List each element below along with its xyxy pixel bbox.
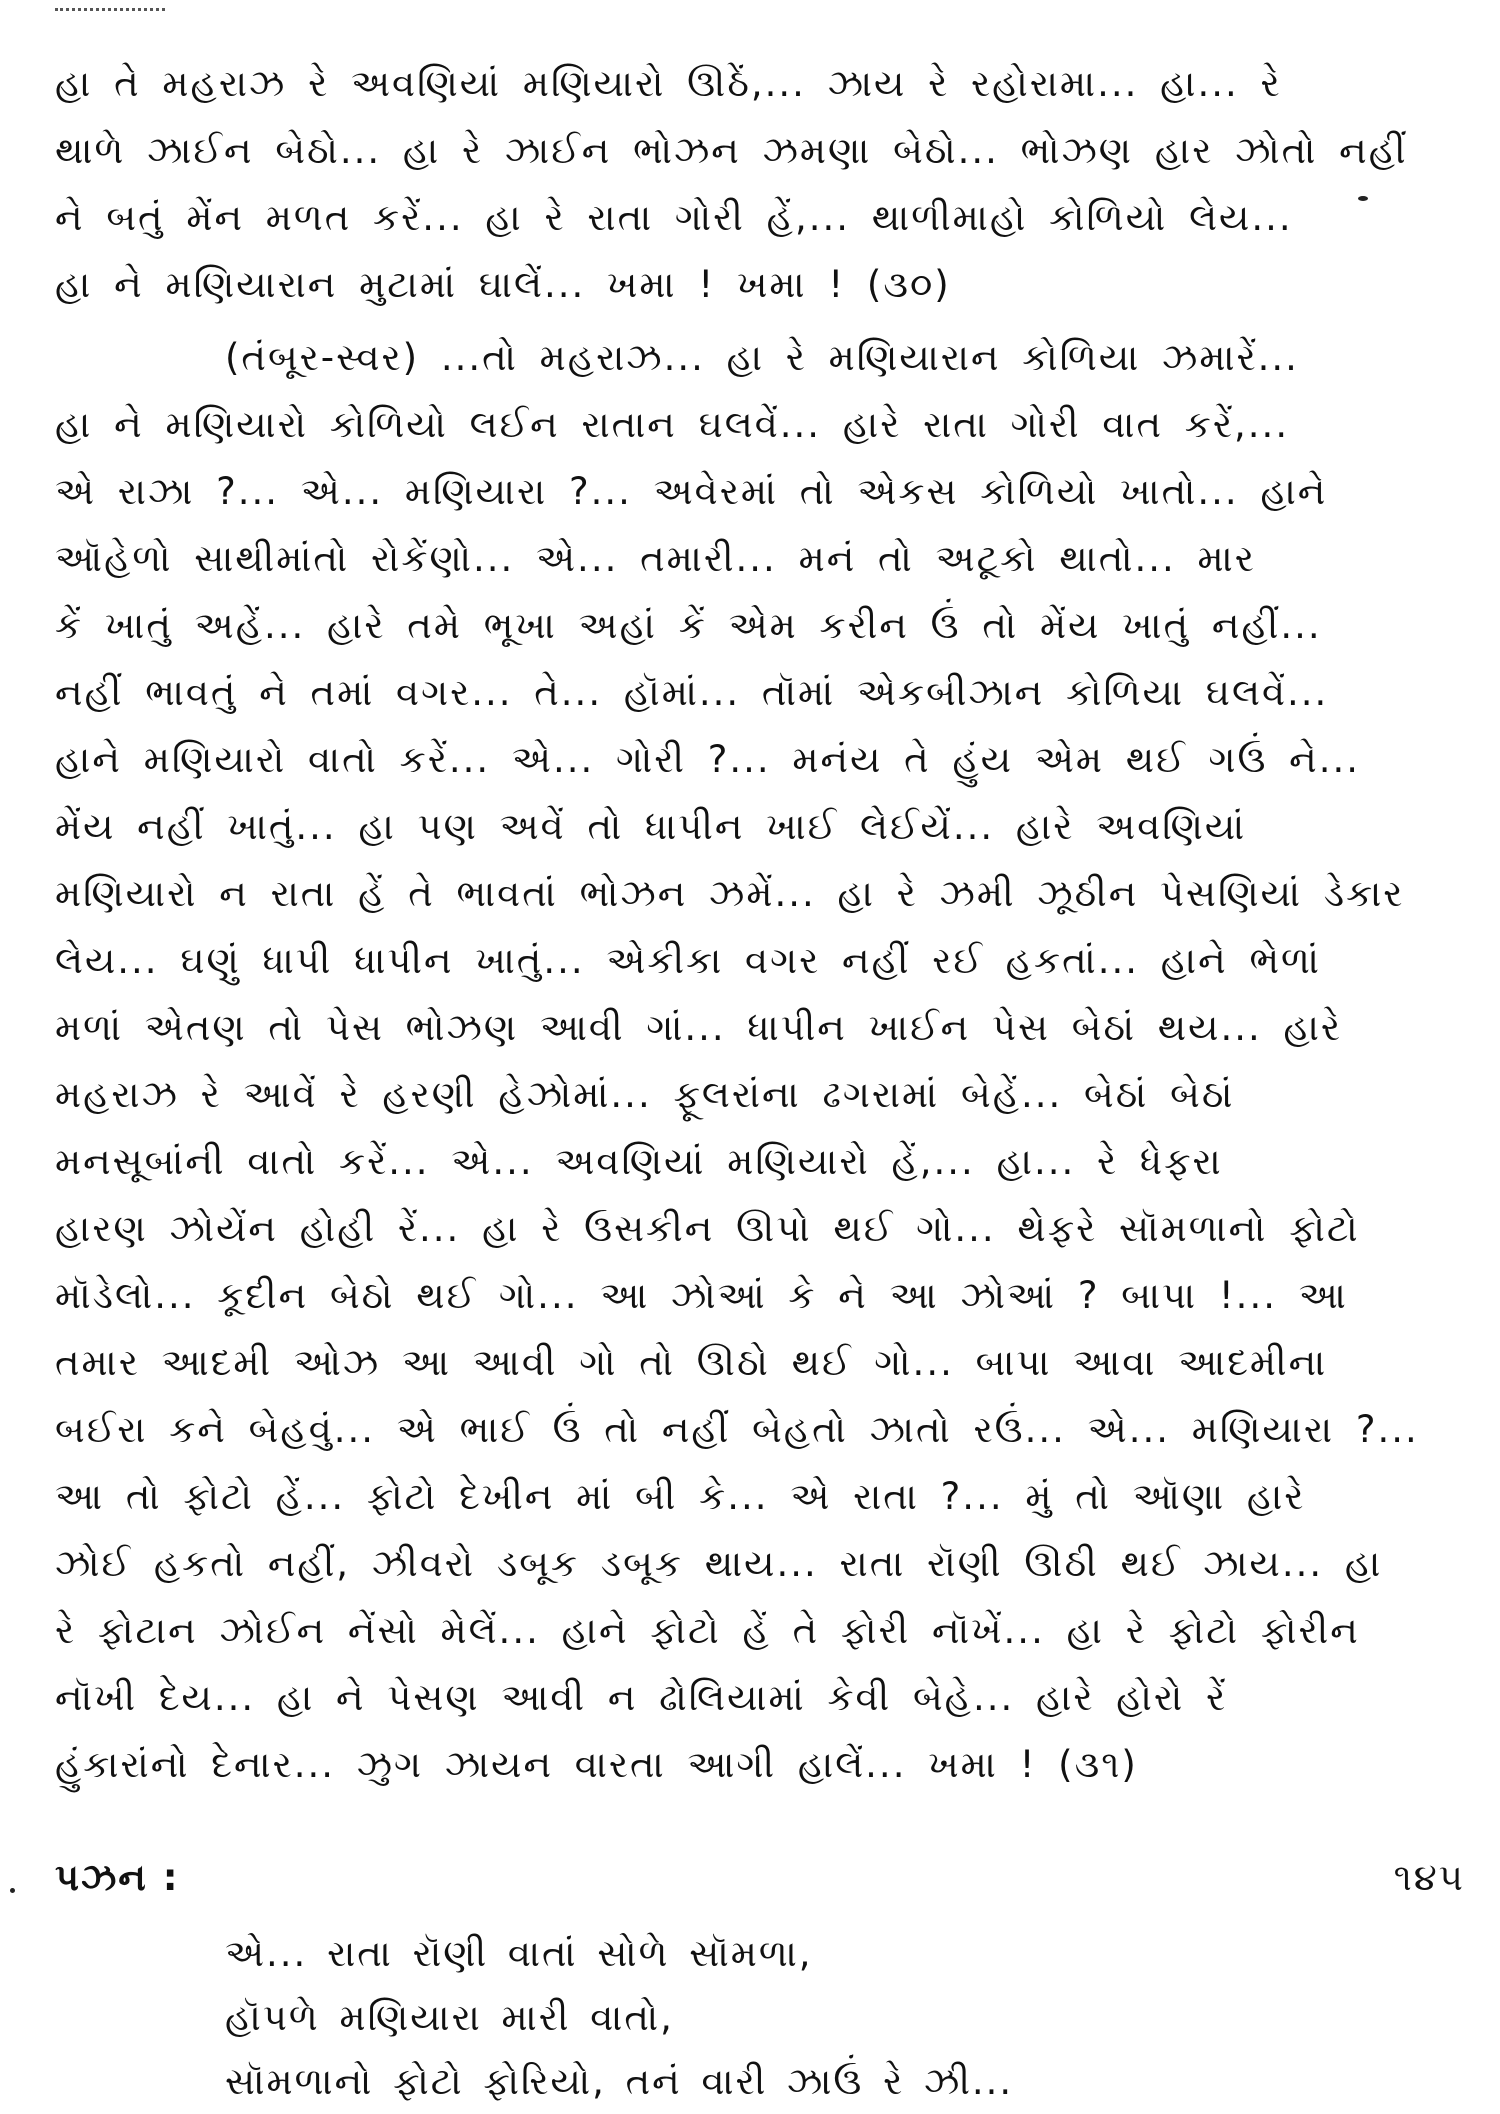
top-fragment-mark <box>55 0 165 11</box>
page-number: ૧૪૫ <box>1393 1856 1465 1899</box>
text-line: આ તો ફોટો હેં... ફોટો દેખીન માં બી કે... એ રાતા ?... મું તો ઑણા હારે <box>55 1475 1306 1518</box>
text-line: ઑહેળો સાથીમાંતો રોકેંણો... એ... તમારી... મનં તો અટૂકો થાતો... માર <box>55 537 1256 580</box>
text-line: નૉખી દેય... હા ને પેસણ આવી ન ઢોલિયામાં કેવી બેહે... હારે હોરો રેં <box>55 1676 1228 1719</box>
text-line: થાળે ઝાઈન બેઠો... હા રે ઝાઈન ભોઝન ઝમણા બેઠો... ભોઝણ હાર ઝોતો નહીં <box>55 129 1408 172</box>
text-line: ઝોઈ હકતો નહીં, ઝીવરો ડબૂક ડબૂક થાય... રાતા રૉણી ઊઠી થઈ ઝાય... હા <box>55 1542 1383 1585</box>
text-line: તમાર આદમી ઓઝ આ આવી ગો તો ઊઠો થઈ ગો... બાપા આવા આદમીના <box>55 1341 1328 1384</box>
text-line: હાને મણિયારો વાતો કરેં... એ... ગોરી ?... મનંય તે હુંય એમ થઈ ગઉં ને... <box>55 738 1361 781</box>
text-line: હા ને મણિયારાન મુટામાં ઘાલેં... ખમા ! ખમા ! (૩૦) <box>55 263 951 306</box>
section-heading: પઝન : <box>55 1856 180 1899</box>
text-line: મણિયારો ન રાતા હેં તે ભાવતાં ભોઝન ઝમેં... હા રે ઝમી ઝૂઠીન પેસણિયાં ડેકાર <box>55 872 1405 915</box>
text-line: રે ફોટાન ઝોઈન નેંસો મેલેં... હાને ફોટો હેં તે ફોરી નૉખેં... હા રે ફોટો ફોરીન <box>55 1609 1360 1652</box>
text-line: હુંકારાંનો દેનાર... ઝુગ ઝાયન વારતા આગી હાલેં... ખમા ! (૩૧) <box>55 1743 1138 1786</box>
text-line: (તંબૂર-સ્વર) ...તો મહરાઝ... હા રે મણિયારાન કોળિયા ઝમારેં... <box>225 336 1299 379</box>
print-speck <box>10 1888 15 1893</box>
text-line: હારણ ઝોયેંન હોહી રેં... હા રે ઉસકીન ઊપો થઈ ગો... થેફરે સૉમળાનો ફોટો <box>55 1207 1360 1250</box>
text-line: મહરાઝ રે આવેં રે હરણી હેઝોમાં... ફૂલરાંના ઢગરામાં બેહેં... બેઠાં બેઠાં <box>55 1073 1235 1116</box>
text-line: મનસૂબાંની વાતો કરેં... એ... અવણિયાં મણિયારો હેં,... હા... રે ધેફરા <box>55 1140 1223 1183</box>
verse-line: એ... રાતા રૉણી વાતાં સોળે સૉમળા, <box>225 1932 813 1975</box>
paragraph-30 <box>55 50 1465 318</box>
text-line: બઈરા કને બેહવું... એ ભાઈ ઉં તો નહીં બેહતો ઝાતો રઉં... એ... મણિયારા ?... <box>55 1408 1419 1451</box>
verse-line: સૉમળાનો ફોટો ફોરિયો, તનં વારી ઝાઉં રે ઝી... <box>225 2060 1014 2103</box>
text-line: હા તે મહરાઝ રે અવણિયાં મણિયારો ઊઠેં,... ઝાય રે રહોરામા... હા... રે <box>55 62 1282 105</box>
text-line: મૉડેલો... કૂદીન બેઠો થઈ ગો... આ ઝોઆં કે ને આ ઝોઆં ? બાપા !... આ <box>55 1274 1348 1317</box>
text-line: ને બતું મેંન મળત કરેં... હા રે રાતા ગોરી હેં,... થાળીમાહો કોળિયો લેય... <box>55 196 1293 239</box>
text-line: કેં ખાતું અહેં... હારે તમે ભૂખા અહાં કેં એમ કરીન ઉં તો મેંય ખાતું નહીં... <box>55 604 1322 647</box>
text-line: લેય... ઘણું ધાપી ધાપીન ખાતું... એકીકા વગર નહીં રઈ હકતાં... હાને ભેળાં <box>55 939 1321 982</box>
text-line: મળાં એતણ તો પેસ ભોઝણ આવી ગાં... ધાપીન ખાઈન પેસ બેઠાં થય... હારે <box>55 1006 1343 1049</box>
text-line: મેંય નહીં ખાતું... હા પણ અવેં તો ધાપીન ખાઈ લેઈયેં... હારે અવણિયાં <box>55 805 1247 848</box>
paragraph-31 <box>55 324 1465 1798</box>
verse-line: હૉપળે મણિયારા મારી વાતો, <box>225 1996 674 2039</box>
verse-block <box>225 1922 1465 2114</box>
document-page <box>55 50 1465 2103</box>
text-line: એ રાઝા ?... એ... મણિયારા ?... અવેરમાં તો એકસ કોળિયો ખાતો... હાને <box>55 470 1328 513</box>
text-line: હા ને મણિયારો કોળિયો લઈન રાતાન ઘલવેં... હારે રાતા ગોરી વાત કરેં,... <box>55 403 1290 446</box>
text-line: નહીં ભાવતું ને તમાં વગર... તે... હૉમાં... તૉમાં એકબીઝાન કોળિયા ઘલવેં... <box>55 671 1329 714</box>
